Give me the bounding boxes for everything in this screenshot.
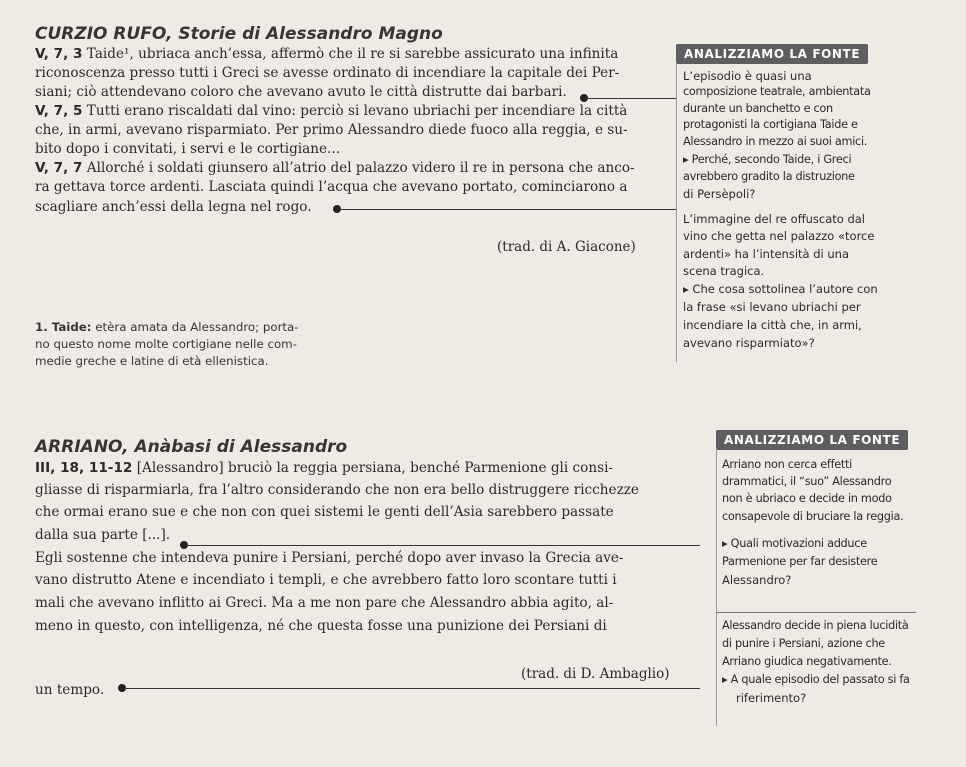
sidebar-question: ▸ Quali motivazioni adduce (722, 537, 867, 550)
sidebar-line: composizione teatrale, ambientata (683, 85, 871, 98)
text-line: V, 7, 7 Allorché i soldati giunsero all’atrio del palazzo videro il re in persona che anco- (35, 160, 635, 176)
footnote-line: 1. Taide: etèra amata da Alessandro; porta- (35, 320, 299, 334)
sidebar-line: Alessandro in mezzo ai suoi amici. (683, 135, 868, 148)
sidebar-divider (676, 62, 677, 362)
sidebar-line: protagonisti la cortigiana Taide e (683, 118, 858, 131)
sidebar-line: vino che getta nel palazzo «torce (683, 229, 875, 243)
footnote-line: no questo nome molte cortigiane nelle com- (35, 337, 297, 351)
connector-line (586, 98, 676, 99)
sidebar-line: L’episodio è quasi una (683, 69, 812, 83)
sidebar-line: scena tragica. (683, 264, 765, 278)
sidebar-question: ▸ A quale episodio del passato si fa (722, 673, 910, 686)
sidebar-line: avrebbero gradito la distruzione (683, 170, 855, 183)
text-line: mali che avevano inflitto ai Greci. Ma a me non pare che Alessandro abbia agito, al- (35, 595, 614, 611)
text-line: bito dopo i convitati, i servi e le cortigiane... (35, 141, 341, 157)
section1-heading: CURZIO RUFO, Storie di Alessandro Magno (35, 24, 443, 44)
text-line: dalla sua parte [...]. (35, 527, 171, 543)
text-line: che, in armi, avevano risparmiato. Per primo Alessandro diede fuoco alla reggia, e su- (35, 122, 628, 138)
sidebar-line: la frase «si levano ubriachi per (683, 300, 861, 314)
sidebar-line: durante un banchetto e con (683, 102, 833, 115)
sidebar-question: ▸ Perché, secondo Taide, i Greci (683, 153, 852, 166)
translation-credit: (trad. di A. Giacone) (497, 239, 636, 255)
text-line: gliasse di risparmiarla, fra l’altro considerando che non era bello distruggere ricchezze (35, 482, 639, 498)
sidebar-line: Alessandro decide in piena lucidità (722, 619, 909, 632)
sidebar-line: incendiare la città che, in armi, (683, 318, 862, 332)
sidebar-line: avevano risparmiato»? (683, 336, 815, 350)
sidebar-question: ▸ Che cosa sottolinea l’autore con (683, 282, 878, 296)
connector-line (339, 209, 676, 210)
section2-heading: ARRIANO, Anàbasi di Alessandro (35, 437, 348, 457)
sidebar-line: non è ubriaco e decide in modo (722, 492, 892, 505)
analyze-source-badge: ANALIZZIAMO LA FONTE (676, 44, 868, 64)
sidebar-line: di Persèpoli? (683, 187, 756, 201)
sidebar-line: Arriano non cerca effetti (722, 458, 852, 471)
connector-line (186, 545, 700, 546)
text-line: un tempo. (35, 682, 105, 698)
text-line: siani; ciò attendevano coloro che avevano avuto le città distrutte dai barbari. (35, 84, 567, 100)
sidebar-line: Parmenione per far desistere (722, 555, 878, 568)
text-line: vano distrutto Atene e incendiato i templi, e che avrebbero fatto loro scontare tutti i (35, 572, 617, 588)
footnote-line: medie greche e latine di età ellenistica. (35, 354, 269, 368)
text-line: scagliare anch’essi della legna nel rogo. (35, 199, 312, 215)
analyze-source-badge: ANALIZZIAMO LA FONTE (716, 430, 908, 450)
connector-line (124, 688, 700, 689)
sidebar-line: consapevole di bruciare la reggia. (722, 510, 904, 523)
sidebar-line: ardenti» ha l’intensità di una (683, 247, 850, 261)
sidebar-divider (716, 448, 717, 726)
sidebar-line: L’immagine del re offuscato dal (683, 212, 866, 226)
text-line: III, 18, 11-12 [Alessandro] bruciò la reggia persiana, benché Parmenione gli consi- (35, 460, 614, 476)
sidebar-line: di punire i Persiani, azione che (722, 637, 885, 650)
translation-credit: (trad. di D. Ambaglio) (521, 666, 670, 682)
sidebar-line: Alessandro? (722, 573, 792, 587)
text-line: Egli sostenne che intendeva punire i Persiani, perché dopo aver invaso la Grecia ave- (35, 550, 624, 566)
sidebar-line: drammatici, il “suo” Alessandro (722, 475, 892, 488)
text-line: meno in questo, con intelligenza, né che questa fosse una punizione dei Persiani di (35, 618, 607, 634)
text-line: ra gettava torce ardenti. Lasciata quindi l’acqua che avevano portato, cominciarono a (35, 179, 628, 195)
text-line: che ormai erano sue e che non con quei sistemi le genti dell’Asia sarebbero passate (35, 504, 614, 520)
text-line: riconoscenza presso tutti i Greci se avesse ordinato di incendiare la capitale dei Per- (35, 65, 620, 81)
text-line: V, 7, 3 Taide¹, ubriaca anch’essa, affermò che il re si sarebbe assicurato una infinita (35, 46, 619, 62)
sidebar-line: riferimento? (736, 691, 807, 705)
sidebar-separator (716, 612, 916, 613)
sidebar-line: Arriano giudica negativamente. (722, 655, 892, 668)
text-line: V, 7, 5 Tutti erano riscaldati dal vino: perciò si levano ubriachi per incendiare la città (35, 103, 628, 119)
